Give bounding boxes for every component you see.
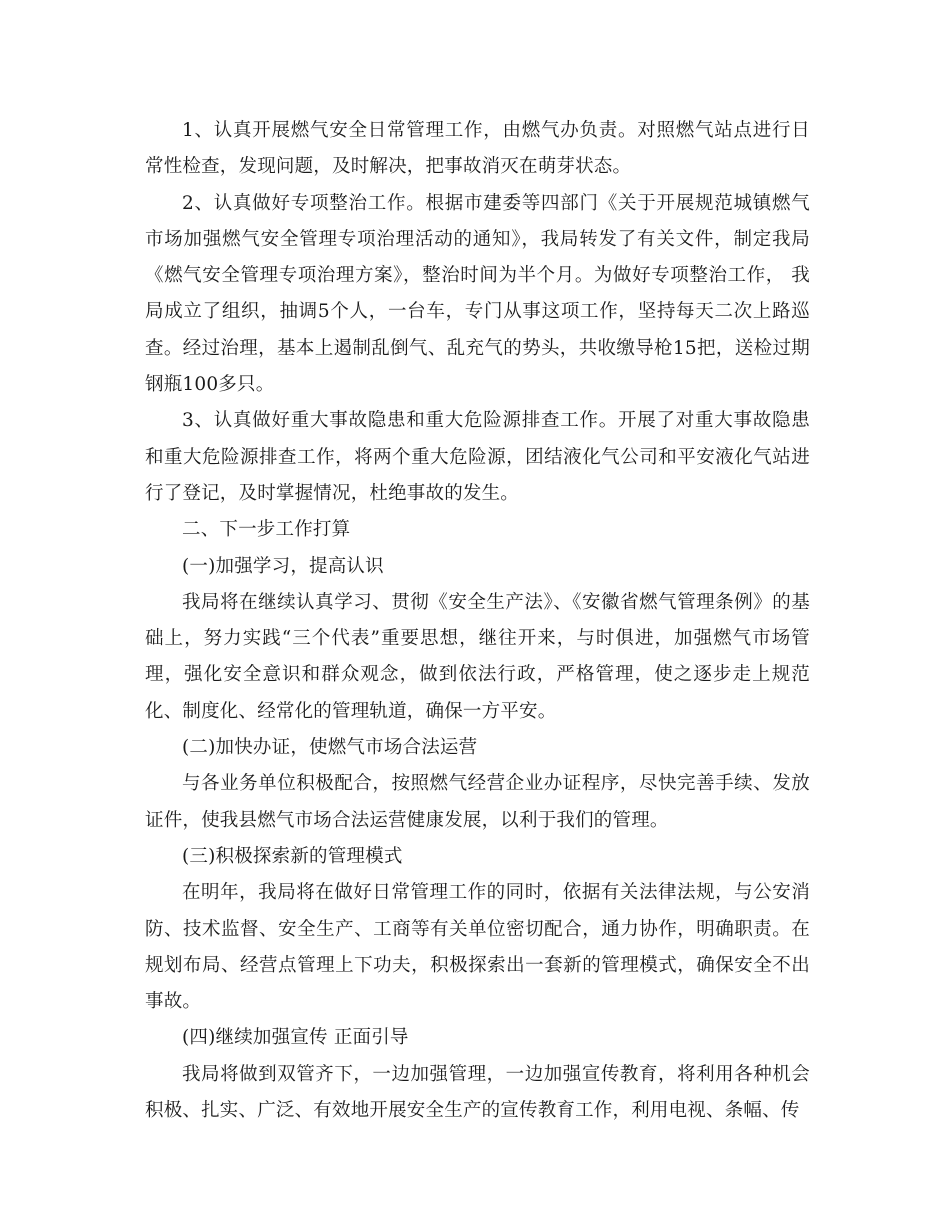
paragraph-publicity: 我局将做到双管齐下，一边加强管理，一边加强宣传教育，将利用各种机会积极、扎实、广泛、有效地开展安全生产的宣传教育工作，利用电视、条幅、传 — [145, 1063, 810, 1122]
subheading-publicity: (四)继续加强宣传 正面引导 — [182, 1027, 409, 1049]
subheading-new-management-model: (三)积极探索新的管理模式 — [182, 845, 403, 867]
paragraph-strengthen-learning: 我局将在继续认真学习、贯彻《安全生产法》、《安徽省燃气管理条例》的基础上，努力实践“三个代表”重要思想，继往开来，与时俱进，加强燃气市场管理，强化安全意识和群众观念，做到依法行政，严格管理，使之逐步走上规范化、制度化、经常化的管理轨道，确保一方平安。 — [145, 591, 810, 722]
subheading-speed-up-licensing: (二)加快办证，使燃气市场合法运营 — [182, 737, 478, 759]
subheading-strengthen-learning: (一)加强学习，提高认识 — [182, 555, 384, 577]
paragraph-special-rectification: 2、认真做好专项整治工作。根据市建委等四部门《关于开展规范城镇燃气市场加强燃气安全管理专项治理活动的通知》，我局转发了有关文件，制定我局《燃气安全管理专项治理方案》，整治时间为半个月。为做好专项整治工作， 我局成立了组织，抽调5个人，一台车，专门从事这项工作，坚持每天二次上路巡查。经过治理，基本上遏制乱倒气、乱充气的势头，共收缴导枪15把，送检过期钢瓶100多只。 — [145, 192, 810, 396]
paragraph-speed-up-licensing: 与各业务单位积极配合，按照燃气经营企业办证程序，尽快完善手续、发放证件，使我县燃气市场合法运营健康发展，以利于我们的管理。 — [145, 773, 810, 831]
paragraph-new-management-model: 在明年，我局将在做好日常管理工作的同时，依据有关法律法规，与公安消防、技术监督、安全生产、工商等有关单位密切配合，通力协作，明确职责。在规划布局、经营点管理上下功夫，积极探索出一套新的管理模式，确保安全不出事故。 — [145, 882, 810, 1013]
section-heading-next-steps: 二、下一步工作打算 — [182, 519, 351, 541]
paragraph-hazard-inspection: 3、认真做好重大事故隐患和重大危险源排查工作。开展了对重大事故隐患和重大危险源排查工作，将两个重大危险源，团结液化气公司和平安液化气站进行了登记，及时掌握情况，杜绝事故的发生。 — [145, 410, 810, 504]
paragraph-daily-management: 1、认真开展燃气安全日常管理工作，由燃气办负责。对照燃气站点进行日常性检查，发现问题，及时解决，把事故消灭在萌芽状态。 — [145, 120, 810, 178]
document-body — [145, 113, 810, 1129]
